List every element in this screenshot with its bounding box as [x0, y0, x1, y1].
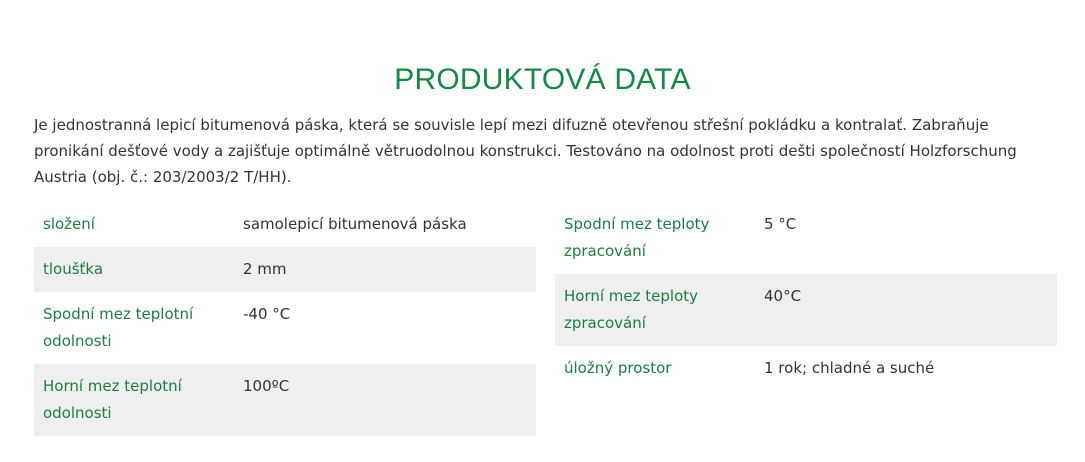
- row-value: 1 rok; chladné a suché: [764, 359, 935, 377]
- section-title: PRODUKTOVÁ DATA: [394, 62, 691, 96]
- table-row: [34, 292, 536, 364]
- product-description: Je jednostranná lepicí bitumenová páska, která se souvisle lepí mezi difuzně otevřenou střešní pokládku a kontralať. Zabraňuje pronikání dešťové vody a zajišťuje optimálně větruodolnou konstrukci. Testováno na odolnost proti dešti společností Holzforschung Austria (obj. č.: 203/2003/2 T/HH).: [34, 116, 1017, 186]
- row-label: úložný prostor: [564, 359, 672, 377]
- row-value: 100ºC: [243, 377, 290, 395]
- table-row: [34, 247, 536, 292]
- row-label: Spodní mez teploty zpracování: [564, 215, 710, 260]
- table-row: [34, 202, 536, 247]
- row-value: samolepicí bitumenová páska: [243, 215, 467, 233]
- row-label: složení: [43, 215, 95, 233]
- row-label: tloušťka: [43, 260, 104, 278]
- row-value: 40°C: [764, 287, 802, 305]
- product-data-table-left: [34, 202, 536, 436]
- row-label: Spodní mez teplotní odolnosti: [43, 305, 194, 350]
- table-row: [555, 202, 1057, 274]
- table-row: [555, 346, 1057, 391]
- table-row: [34, 364, 536, 436]
- row-label: Horní mez teploty zpracování: [564, 287, 699, 332]
- row-label: Horní mez teplotní odolnosti: [43, 377, 182, 422]
- row-value: -40 °C: [243, 305, 291, 323]
- product-data-table-right: [555, 202, 1057, 391]
- row-value: 5 °C: [764, 215, 797, 233]
- row-value: 2 mm: [243, 260, 287, 278]
- table-row: [555, 274, 1057, 346]
